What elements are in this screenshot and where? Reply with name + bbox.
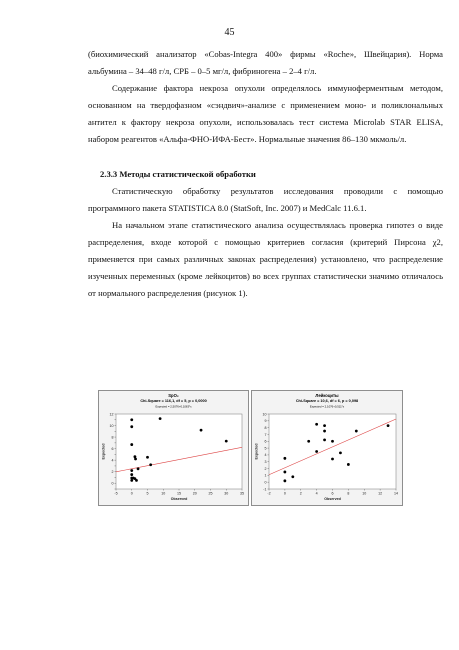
y-tick-label: 9 [264,419,267,424]
data-point [331,440,334,443]
data-point [283,471,286,474]
paragraph-2: Содержание фактора некроза опухоли определялось иммуноферментным методом, основанном на твердофазном «сэндвич»-анализе с применением моно- и поликлональных антител к фактору некроза опухоли, использовалась тест система Microlab STAR ELISA, набором реагентов «Альфа-ФНО-ИФА-Бест». Нормальные значения 86–130 мкмоль/л. [88,83,443,145]
y-tick-label: 4 [111,458,114,463]
data-point [291,475,294,478]
chart-legend: Expected = 2,5076+0,1063*x [155,404,192,409]
data-point [225,440,228,443]
section-heading: 2.3.3 Методы статистической обработки [100,168,256,179]
data-point [130,473,133,476]
x-axis-label: Observed [324,497,341,501]
chart-title: Лейкоциты [315,393,339,398]
chart-leukocytes-svg [252,391,402,505]
paragraph-1: (биохимический анализатор «Cobas-Integra 400» фирмы «Roche», Швейцария). Норма альбумина – 34–48 г/л, СРБ – 0–5 мг/л, фибриногена – 2–4 г/л. [88,49,443,77]
data-point [323,424,326,427]
x-tick-label: 10 [362,491,367,496]
x-tick-label: 35 [240,491,244,496]
data-point [146,456,149,459]
x-tick-label: -2 [267,491,271,496]
x-tick-label: 20 [192,491,197,496]
y-tick-label: 1 [264,473,267,478]
x-tick-label: 0 [283,491,286,496]
body-text [88,46,443,302]
data-point [323,430,326,433]
y-tick-label: 2 [264,466,267,471]
data-point [200,429,203,432]
y-tick-label: 6 [264,439,267,444]
y-tick-label: 0 [111,481,114,486]
x-tick-label: 4 [315,491,318,496]
y-tick-label: 8 [264,425,267,430]
data-point [130,425,133,428]
data-point [130,443,133,446]
x-tick-label: 30 [224,491,229,496]
y-tick-label: 10 [109,423,114,428]
data-point [130,469,133,472]
y-axis-label: Expected [101,443,106,460]
data-point [159,417,162,420]
data-point [137,467,140,470]
data-point [331,458,334,461]
x-axis-label: Observed [170,497,188,501]
y-tick-label: 4 [264,453,267,458]
y-tick-label: 8 [111,435,114,440]
x-tick-label: -5 [114,491,118,496]
paragraph-4: На начальном этапе статистического анализа осуществлялась проверка гипотез о виде распределения, входе которой с помощью критериев согласия (критерий Пирсона χ2, применяется при самых различных законах распределения) установлено, что распределение изученных переменных (кроме лейкоцитов) во всех группах статистически значимо отличалось от нормального распределения (рисунок 1). [88,219,443,299]
x-tick-label: 10 [161,491,166,496]
y-tick-label: 12 [109,412,114,417]
x-tick-label: 12 [378,491,383,496]
data-point [130,418,133,421]
data-point [149,463,152,466]
chart-spo2-svg [99,391,248,505]
data-point [283,479,286,482]
page-number: 45 [224,27,235,38]
y-tick-label: -1 [263,487,267,492]
y-tick-label: 2 [111,469,114,474]
y-tick-label: 10 [262,412,267,417]
x-tick-label: 14 [394,491,398,496]
y-tick-label: 6 [111,446,114,451]
x-tick-label: 5 [146,491,149,496]
chart-title: SpO₂ [168,393,179,398]
y-tick-label: 5 [264,446,267,451]
data-point [387,424,390,427]
y-tick-label: 3 [264,460,267,465]
figure-chart-spo2 [98,390,249,506]
y-tick-label: 7 [264,432,267,437]
x-tick-label: 0 [130,491,133,496]
x-tick-label: 6 [331,491,334,496]
data-point [347,463,350,466]
data-point [307,440,310,443]
data-point [283,457,286,460]
chart-subtitle: Chi-Square = 116,1, df = 5, p = 0,0000 [140,399,207,403]
data-point [339,451,342,454]
data-point [135,479,138,482]
data-point [315,450,318,453]
y-axis-label: Expected [254,443,259,460]
plot-area [269,414,396,489]
data-point [134,458,137,461]
y-tick-label: 0 [264,480,267,485]
chart-subtitle: Chi-Square = 10,6, df = 6, p = 0,098 [295,399,359,403]
paragraph-3: Статистическую обработку результатов исследования проводили с помощью программного пакета STATISTICA 8.0 (StatSoft, Inc. 2007) и MedCalc 11.6.1. [88,185,443,213]
figure-chart-leukocytes [251,390,403,506]
x-tick-label: 2 [299,491,302,496]
data-point [355,430,358,433]
data-point [315,423,318,426]
chart-legend: Expected = 2,1076+0,511*x [309,404,345,409]
x-tick-label: 25 [208,491,213,496]
data-point [323,439,326,442]
x-tick-label: 15 [177,491,181,496]
x-tick-label: 8 [347,491,350,496]
